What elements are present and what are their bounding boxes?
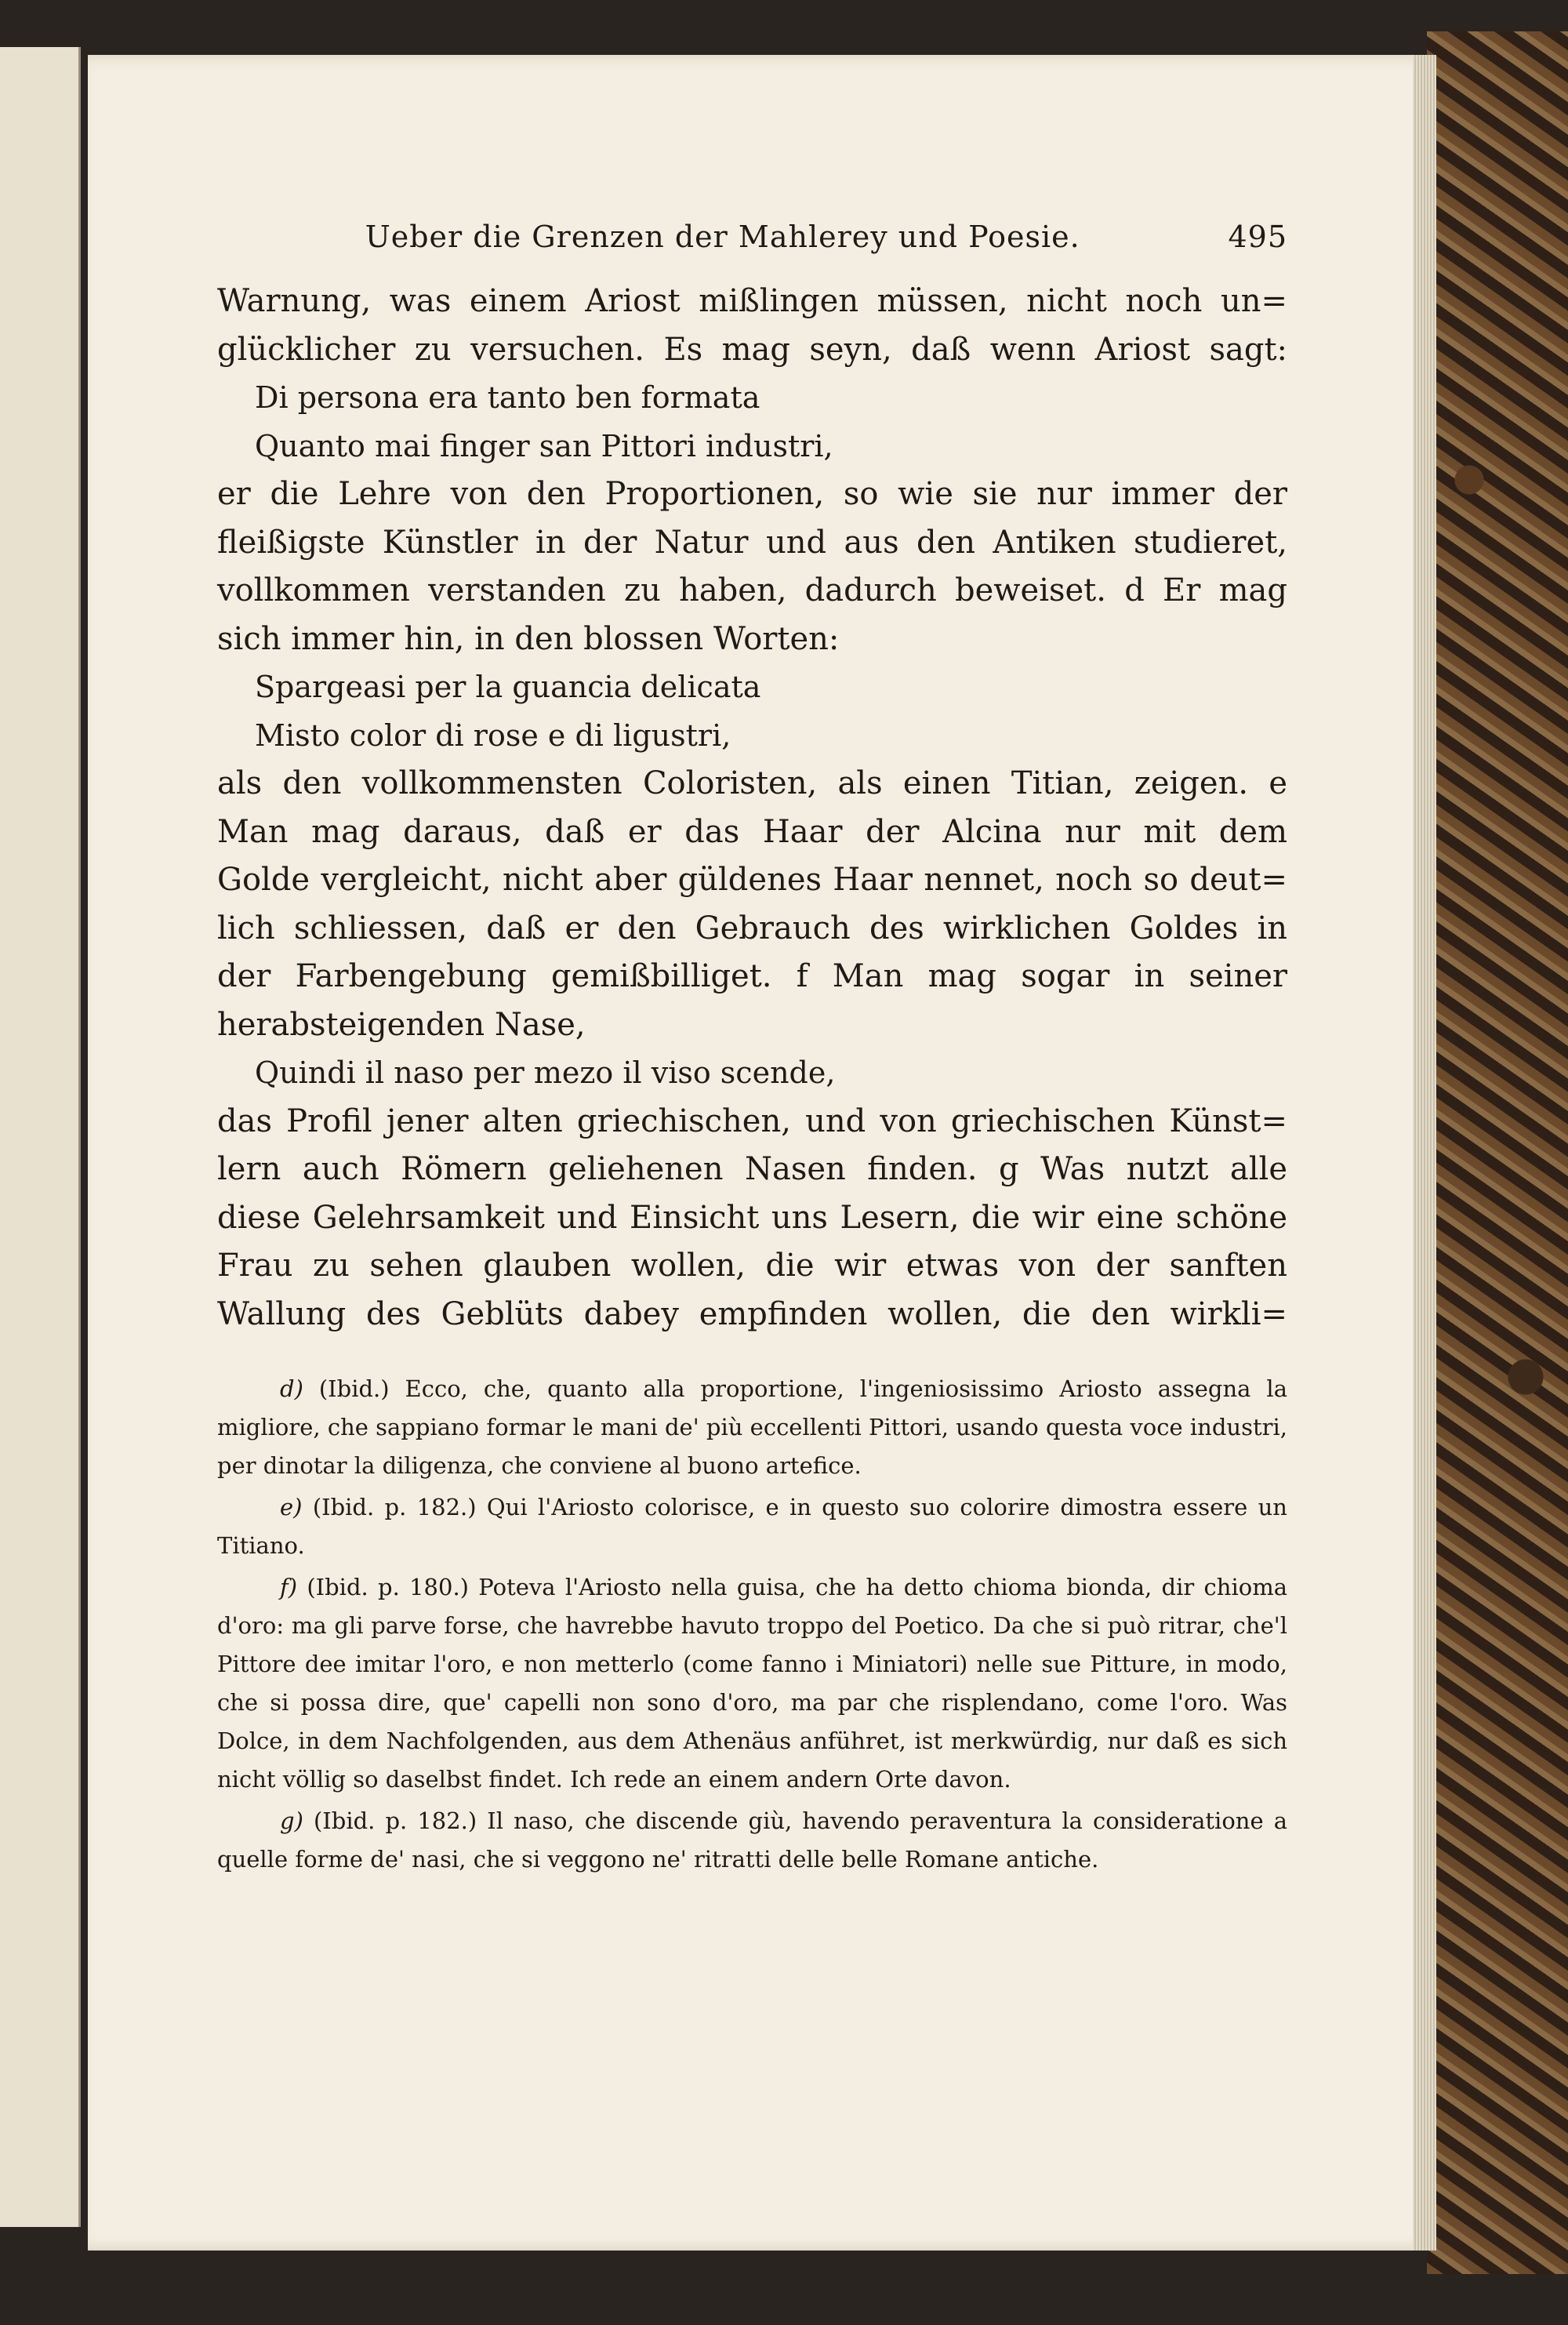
text-line: lern auch Römern geliehenen Nasen finden. g Was nutzt alle	[217, 1151, 1287, 1187]
footnote-text: (Ibid. p. 182.) Il naso, che discende giù, havendo peraventura la consideratione a quelle forme de' nasi, che si veggono ne' ritratti delle belle Romane antiche.	[217, 1807, 1287, 1873]
footnote-text: (Ibid. p. 180.) Poteva l'Ariosto nella guisa, che ha detto chioma bionda, dir chioma d'oro: ma gli parve forse, che havrebbe havuto troppo del Poetico. Da che si può ritrar, che'l Pittore dee imitar l'oro, e non metterlo (come fanno i Miniatori) nelle sue Pitture, in modo, che si possa dire, que' capelli non sono d'oro, ma par che risplendano, come l'oro. Was Dolce, in dem Nachfolgenden, aus dem Athenäus anführet, ist merkwürdig, nur daß es sich nicht völlig so daselbst findet. Ich rede an einem andern Orte davon.	[217, 1574, 1287, 1793]
text-line: er die Lehre von den Proportionen, so wie sie nur immer der	[217, 476, 1287, 512]
footnote-mark: d)	[280, 1375, 303, 1402]
footnote-text: (Ibid. p. 182.) Qui l'Ariosto colorisce, e in questo suo colorire dimostra essere un Titiano.	[217, 1494, 1287, 1559]
running-head	[217, 220, 1287, 254]
left-page-edge	[0, 47, 81, 2227]
text-line: herabsteigenden Nase,	[217, 1006, 586, 1043]
footnote-mark: g)	[280, 1807, 303, 1834]
running-title: Ueber die Grenzen der Mahlerey und Poesie.	[365, 220, 1080, 254]
text-line: vollkommen verstanden zu haben, dadurch beweiset. d Er mag	[217, 572, 1287, 608]
text-line: fleißigste Künstler in der Natur und aus den Antiken studieret,	[217, 524, 1287, 561]
text-line: Wallung des Geblüts dabey empfinden wollen, die den wirkli=	[217, 1295, 1287, 1332]
marbled-cover-edge	[1427, 31, 1568, 2274]
text-line: lich schliessen, daß er den Gebrauch des wirklichen Goldes in	[217, 910, 1287, 946]
text-line: Golde vergleicht, nicht aber güldenes Haar nennet, noch so deut=	[217, 862, 1287, 898]
footnotes	[217, 1370, 1287, 1879]
body-text	[217, 278, 1287, 1339]
page-number: 495	[1228, 220, 1287, 254]
verse-line: Quindi il naso per mezo il viso scende,	[255, 1055, 836, 1090]
page-content	[217, 220, 1287, 1882]
footnote-text: (Ibid.) Ecco, che, quanto alla proportione, l'ingeniosissimo Ariosto assegna la migliore, che sappiano formar le mani de' più eccellenti Pittori, usando questa voce industri, per dinotar la diligenza, che conviene al buono artefice.	[217, 1375, 1287, 1479]
text-line: Man mag daraus, daß er das Haar der Alcina nur mit dem	[217, 813, 1287, 850]
verse-line: Spargeasi per la guancia delicata	[255, 670, 761, 704]
text-line: diese Gelehrsamkeit und Einsicht uns Lesern, die wir eine schöne	[217, 1199, 1287, 1236]
footnote	[217, 1370, 1287, 1485]
footnote-mark: e)	[280, 1494, 303, 1520]
text-line: als den vollkommensten Coloristen, als einen Titian, zeigen. e	[217, 765, 1287, 801]
text-line: Frau zu sehen glauben wollen, die wir etwas von der sanften	[217, 1248, 1287, 1284]
text-line: Warnung, was einem Ariost mißlingen müssen, nicht noch un=	[217, 283, 1287, 319]
verse-line: Quanto mai finger san Pittori industri,	[255, 428, 833, 463]
footnote	[217, 1568, 1287, 1799]
text-line: das Profil jener alten griechischen, und von griechischen Künst=	[217, 1103, 1287, 1139]
verse-line: Di persona era tanto ben formata	[255, 380, 760, 415]
text-line: der Farbengebung gemißbilliget. f Man mag sogar in seiner	[217, 958, 1287, 994]
footnote-mark: f)	[280, 1574, 298, 1600]
footnote	[217, 1802, 1287, 1879]
text-line: sich immer hin, in den blossen Worten:	[217, 620, 840, 657]
page-edges	[1413, 55, 1436, 2251]
book-page	[88, 55, 1436, 2251]
footnote	[217, 1488, 1287, 1565]
text-line: glücklicher zu versuchen. Es mag seyn, daß wenn Ariost sagt:	[217, 331, 1287, 368]
verse-line: Misto color di rose e di ligustri,	[255, 717, 731, 753]
